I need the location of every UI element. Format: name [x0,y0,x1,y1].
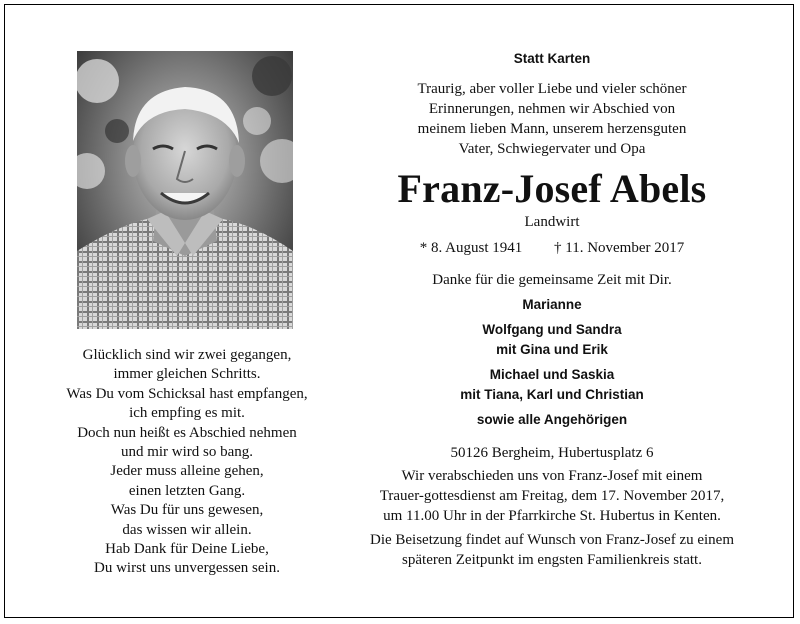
poem-line: Jeder muss alleine gehen, [110,463,264,480]
death-date: † 11. November 2017 [554,240,685,256]
birth-date: * 8. August 1941 [419,240,523,256]
family-group [327,410,777,430]
family-group [327,295,777,315]
poem-line: ich empfing es mit. [129,405,245,422]
family-line: mit Tiana, Karl und Christian [460,387,644,402]
poem-line: das wissen wir allein. [122,521,252,538]
funeral-line: um 11.00 Uhr in der Pfarrkirche St. Hubertus in Kenten. [383,508,721,524]
family-line: sowie alle Angehörigen [476,412,628,427]
intro-line: meinem lieben Mann, unserem herzensguten [417,121,687,137]
poem-line: Was Du vom Schicksal hast empfangen, [66,385,308,402]
poem-line: einen letzten Gang. [128,482,246,499]
poem-line: und mir wird so bang. [120,444,254,461]
intro-line: Erinnerungen, nehmen wir Abschied von [428,101,676,117]
family-list [327,295,777,430]
poem-line: Glücklich sind wir zwei gegangen, [82,347,292,363]
thanks-line: Danke für die gemeinsame Zeit mit Dir. [432,272,672,288]
portrait-photo [77,51,293,329]
burial-line: Die Beisetzung findet auf Wunsch von Franz-Josef zu einem [369,532,734,548]
family-group [327,365,777,405]
statt-karten-heading: Statt Karten [513,51,591,66]
deceased-name: Franz-Josef Abels [397,166,707,211]
burial-paragraph [327,530,777,570]
family-line: Marianne [522,297,582,312]
poem-line: immer gleichen Schritts. [113,366,261,383]
funeral-paragraph [327,466,777,526]
poem-line: Du wirst uns unvergessen sein. [94,560,280,577]
intro-line: Traurig, aber voller Liebe und vieler schöner [417,81,687,97]
burial-line: späteren Zeitpunkt im engsten Familienkreis statt. [402,552,702,568]
announcement-text [327,49,777,570]
family-line: mit Gina und Erik [496,342,608,357]
occupation: Landwirt [524,214,580,230]
funeral-line: Wir verabschieden uns von Franz-Josef mit einem [401,468,703,484]
poem-line: Was Du für uns gewesen, [110,502,264,519]
family-line: Michael und Saskia [489,367,615,382]
obituary-card [4,4,794,618]
family-line: Wolfgang und Sandra [482,322,622,337]
poem [45,346,329,579]
intro-paragraph [327,79,777,159]
intro-line: Vater, Schwiegervater und Opa [458,141,646,157]
poem-line: Doch nun heißt es Abschied nehmen [77,424,297,441]
family-group [327,320,777,360]
poem-line: Hab Dank für Deine Liebe, [105,541,269,558]
address: 50126 Bergheim, Hubertusplatz 6 [450,445,654,461]
funeral-line: Trauer-gottesdienst am Freitag, dem 17. November 2017, [379,488,725,504]
life-dates [327,238,777,258]
